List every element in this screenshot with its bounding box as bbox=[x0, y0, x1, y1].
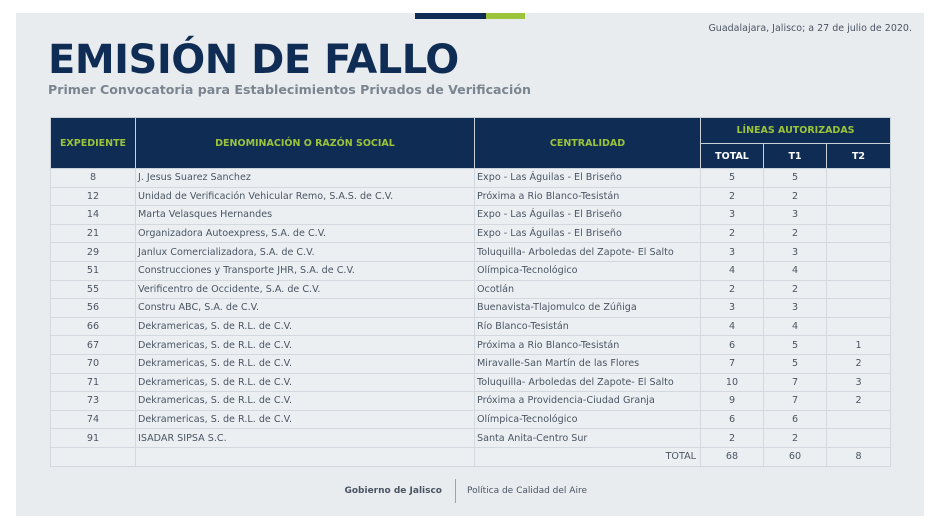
cell-t1: 3 bbox=[764, 243, 827, 262]
cell-expediente: 71 bbox=[51, 373, 136, 392]
cell-total: 4 bbox=[701, 317, 764, 336]
cell-t2 bbox=[827, 410, 891, 429]
cell-denominacion: Unidad de Verificación Vehicular Remo, S.A.S. de C.V. bbox=[136, 187, 475, 206]
cell-centralidad: Ocotlán bbox=[475, 280, 701, 299]
cell-expediente: 51 bbox=[51, 261, 136, 280]
cell-t1: 2 bbox=[764, 187, 827, 206]
cell-denominacion: Dekramericas, S. de R.L. de C.V. bbox=[136, 354, 475, 373]
cell-t1: 2 bbox=[764, 429, 827, 448]
header-lineas-autorizadas: LÍNEAS AUTORIZADAS bbox=[701, 118, 891, 144]
cell-centralidad: Próxima a Rio Blanco-Tesistán bbox=[475, 187, 701, 206]
cell-total: 2 bbox=[701, 187, 764, 206]
cell-t1: 5 bbox=[764, 354, 827, 373]
table-row bbox=[51, 243, 891, 262]
cell-centralidad: Expo - Las Águilas - El Briseño bbox=[475, 206, 701, 225]
cell-expediente: 70 bbox=[51, 354, 136, 373]
cell-expediente: 55 bbox=[51, 280, 136, 299]
totals-total: 68 bbox=[701, 447, 764, 466]
cell-centralidad: Próxima a Rio Blanco-Tesistán bbox=[475, 336, 701, 355]
cell-t1: 5 bbox=[764, 336, 827, 355]
table-row bbox=[51, 280, 891, 299]
table-row bbox=[51, 206, 891, 225]
cell-centralidad: Toluquilla- Arboledas del Zapote- El Salto bbox=[475, 243, 701, 262]
cell-total: 3 bbox=[701, 243, 764, 262]
cell-t1: 5 bbox=[764, 169, 827, 188]
cell-t1: 2 bbox=[764, 224, 827, 243]
cell-expediente: 21 bbox=[51, 224, 136, 243]
cell-t2: 2 bbox=[827, 354, 891, 373]
cell-t1: 7 bbox=[764, 373, 827, 392]
cell-total: 5 bbox=[701, 169, 764, 188]
cell-centralidad: Toluquilla- Arboledas del Zapote- El Salto bbox=[475, 373, 701, 392]
table-row bbox=[51, 224, 891, 243]
totals-t1: 60 bbox=[764, 447, 827, 466]
cell-expediente: 91 bbox=[51, 429, 136, 448]
table-row bbox=[51, 317, 891, 336]
footer-divider bbox=[455, 479, 456, 503]
cell-denominacion: ISADAR SIPSA S.C. bbox=[136, 429, 475, 448]
cell-expediente: 12 bbox=[51, 187, 136, 206]
cell-t2: 1 bbox=[827, 336, 891, 355]
results-table bbox=[50, 117, 891, 467]
cell-t1: 4 bbox=[764, 317, 827, 336]
table-row bbox=[51, 336, 891, 355]
cell-denominacion: Verificentro de Occidente, S.A. de C.V. bbox=[136, 280, 475, 299]
cell-denominacion: J. Jesus Suarez Sanchez bbox=[136, 169, 475, 188]
cell-centralidad: Miravalle-San Martín de las Flores bbox=[475, 354, 701, 373]
cell-centralidad: Expo - Las Águilas - El Briseño bbox=[475, 224, 701, 243]
header-t1: T1 bbox=[764, 144, 827, 169]
cell-denominacion: Construcciones y Transporte JHR, S.A. de C.V. bbox=[136, 261, 475, 280]
cell-t1: 3 bbox=[764, 206, 827, 225]
footer-gobierno: Gobierno de Jalisco bbox=[344, 486, 442, 496]
cell-centralidad: Próxima a Providencia-Ciudad Granja bbox=[475, 392, 701, 411]
cell-expediente: 67 bbox=[51, 336, 136, 355]
totals-empty-cell bbox=[136, 447, 475, 466]
cell-denominacion: Dekramericas, S. de R.L. de C.V. bbox=[136, 410, 475, 429]
header-expediente: EXPEDIENTE bbox=[51, 118, 136, 169]
cell-total: 3 bbox=[701, 299, 764, 318]
cell-denominacion: Dekramericas, S. de R.L. de C.V. bbox=[136, 392, 475, 411]
cell-expediente: 29 bbox=[51, 243, 136, 262]
cell-t2: 3 bbox=[827, 373, 891, 392]
header-denominacion: DENOMINACIÓN O RAZÓN SOCIAL bbox=[136, 118, 475, 169]
cell-total: 10 bbox=[701, 373, 764, 392]
cell-t2 bbox=[827, 261, 891, 280]
cell-t2: 2 bbox=[827, 392, 891, 411]
totals-label: TOTAL bbox=[475, 447, 701, 466]
table-row bbox=[51, 392, 891, 411]
cell-denominacion: Marta Velasques Hernandes bbox=[136, 206, 475, 225]
footer bbox=[0, 479, 940, 503]
header-t2: T2 bbox=[827, 144, 891, 169]
cell-centralidad: Buenavista-Tlajomulco de Zúñiga bbox=[475, 299, 701, 318]
cell-denominacion: Constru ABC, S.A. de C.V. bbox=[136, 299, 475, 318]
cell-t2 bbox=[827, 280, 891, 299]
cell-expediente: 74 bbox=[51, 410, 136, 429]
cell-t2 bbox=[827, 243, 891, 262]
cell-t1: 2 bbox=[764, 280, 827, 299]
cell-t2 bbox=[827, 206, 891, 225]
cell-t2 bbox=[827, 224, 891, 243]
cell-t1: 4 bbox=[764, 261, 827, 280]
cell-denominacion: Janlux Comercializadora, S.A. de C.V. bbox=[136, 243, 475, 262]
table-row bbox=[51, 187, 891, 206]
table-row bbox=[51, 261, 891, 280]
cell-total: 6 bbox=[701, 410, 764, 429]
table-row bbox=[51, 429, 891, 448]
table-row bbox=[51, 169, 891, 188]
cell-total: 3 bbox=[701, 206, 764, 225]
cell-t2 bbox=[827, 299, 891, 318]
table-row bbox=[51, 299, 891, 318]
cell-t2 bbox=[827, 429, 891, 448]
document-date: Guadalajara, Jalisco; a 27 de julio de 2020. bbox=[708, 23, 912, 34]
totals-t2: 8 bbox=[827, 447, 891, 466]
cell-t1: 7 bbox=[764, 392, 827, 411]
cell-expediente: 66 bbox=[51, 317, 136, 336]
cell-denominacion: Dekramericas, S. de R.L. de C.V. bbox=[136, 336, 475, 355]
cell-t2 bbox=[827, 187, 891, 206]
table-row bbox=[51, 410, 891, 429]
footer-politica: Política de Calidad del Aire bbox=[467, 486, 587, 496]
cell-expediente: 73 bbox=[51, 392, 136, 411]
header-total: TOTAL bbox=[701, 144, 764, 169]
cell-denominacion: Dekramericas, S. de R.L. de C.V. bbox=[136, 317, 475, 336]
cell-denominacion: Organizadora Autoexpress, S.A. de C.V. bbox=[136, 224, 475, 243]
cell-t2 bbox=[827, 317, 891, 336]
cell-total: 2 bbox=[701, 429, 764, 448]
cell-total: 2 bbox=[701, 224, 764, 243]
cell-t1: 3 bbox=[764, 299, 827, 318]
cell-denominacion: Dekramericas, S. de R.L. de C.V. bbox=[136, 373, 475, 392]
header-centralidad: CENTRALIDAD bbox=[475, 118, 701, 169]
page-subtitle: Primer Convocatoria para Establecimientos Privados de Verificación bbox=[48, 82, 531, 97]
cell-centralidad: Olímpica-Tecnológico bbox=[475, 261, 701, 280]
cell-total: 2 bbox=[701, 280, 764, 299]
cell-expediente: 8 bbox=[51, 169, 136, 188]
cell-centralidad: Expo - Las Águilas - El Briseño bbox=[475, 169, 701, 188]
cell-centralidad: Santa Anita-Centro Sur bbox=[475, 429, 701, 448]
totals-empty-cell bbox=[51, 447, 136, 466]
cell-t2 bbox=[827, 169, 891, 188]
cell-t1: 6 bbox=[764, 410, 827, 429]
totals-row bbox=[51, 447, 891, 466]
table-row bbox=[51, 354, 891, 373]
cell-centralidad: Olímpica-Tecnológico bbox=[475, 410, 701, 429]
accent-bar-navy bbox=[415, 13, 486, 19]
cell-expediente: 14 bbox=[51, 206, 136, 225]
cell-total: 7 bbox=[701, 354, 764, 373]
page-title: EMISIÓN DE FALLO bbox=[48, 37, 459, 83]
cell-expediente: 56 bbox=[51, 299, 136, 318]
table-row bbox=[51, 373, 891, 392]
cell-total: 4 bbox=[701, 261, 764, 280]
accent-bar-green bbox=[486, 13, 525, 19]
accent-bar bbox=[415, 13, 525, 19]
cell-total: 9 bbox=[701, 392, 764, 411]
cell-total: 6 bbox=[701, 336, 764, 355]
cell-centralidad: Río Blanco-Tesistán bbox=[475, 317, 701, 336]
